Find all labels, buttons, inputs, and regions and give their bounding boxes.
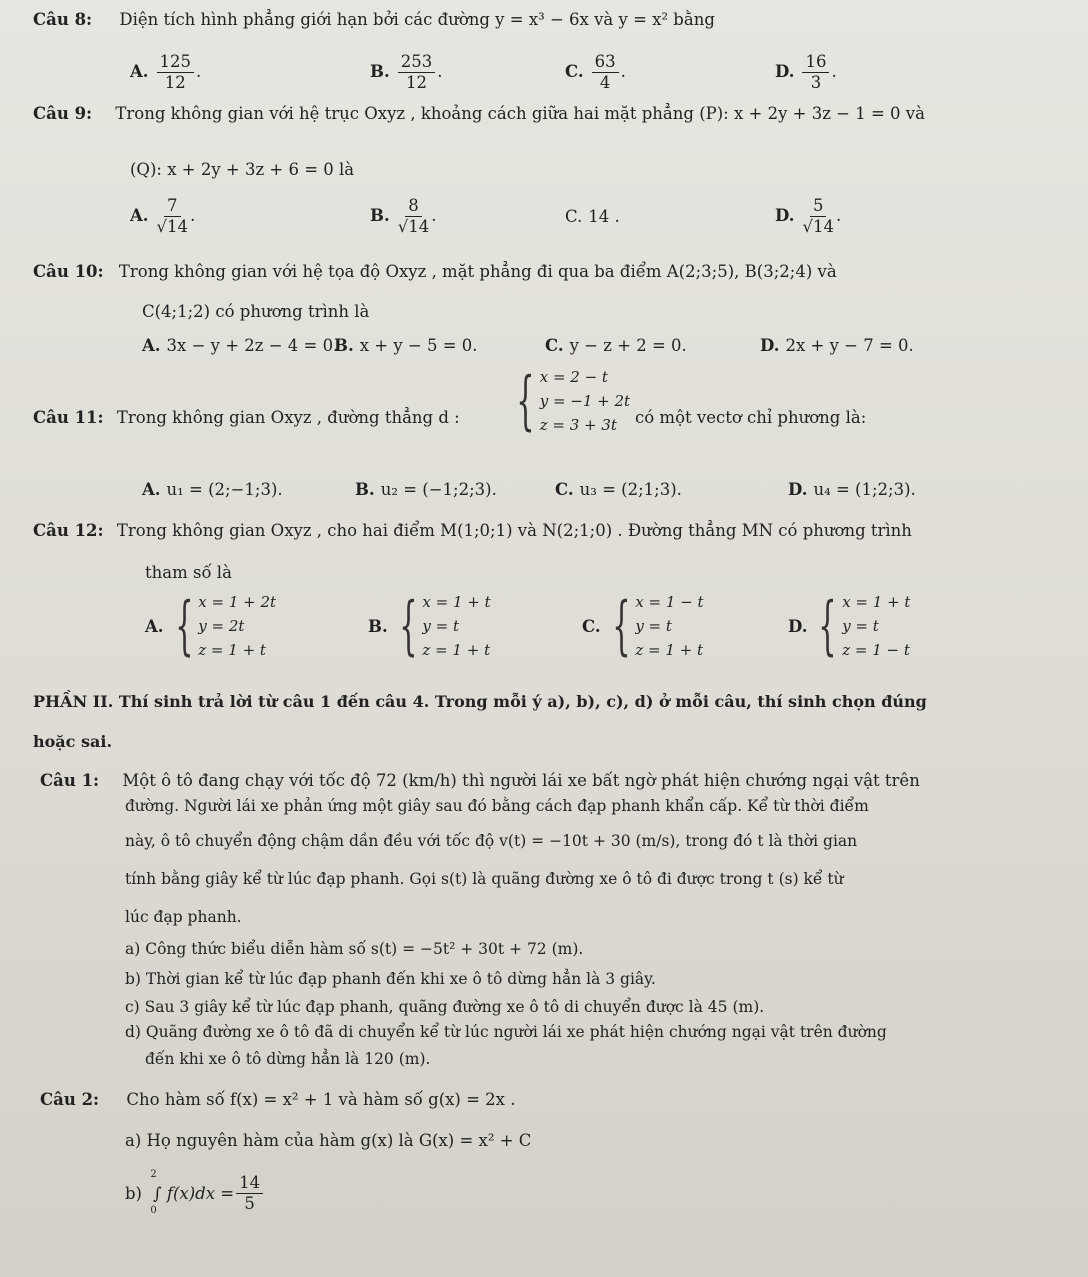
system-equations	[422, 590, 490, 662]
question-8-text: Diện tích hình phẳng giới hạn bởi các đường y = x³ − 6x và y = x² bằng	[119, 10, 715, 29]
option-letter: B.	[355, 480, 375, 499]
option-letter: B.	[368, 616, 388, 636]
numerator: 7	[164, 196, 181, 217]
equation: x = 1 − t	[635, 593, 704, 611]
option-value: 14 .	[588, 207, 620, 226]
denominator: 3	[810, 73, 822, 92]
numerator: 8	[405, 196, 422, 217]
q12-option-b[interactable]	[368, 590, 491, 662]
denominator: √14	[397, 217, 430, 236]
p2-question-1-text: Một ô tô đang chạy với tốc độ 72 (km/h) thì người lái xe bất ngờ phát hiện chướng ngại vật trên	[122, 771, 920, 790]
system-equations	[842, 590, 910, 662]
p2-question-1-label: Câu 1:	[40, 771, 100, 790]
question-12-label: Câu 12:	[33, 521, 104, 540]
brace: {	[611, 589, 631, 663]
brace: {	[174, 589, 194, 663]
option-letter: A.	[142, 336, 161, 355]
question-9	[33, 104, 925, 123]
option-letter: B.	[370, 62, 390, 81]
q12-option-a[interactable]	[145, 590, 276, 662]
p2-q2-item-a[interactable]: a) Họ nguyên hàm của hàm g(x) là G(x) = x² + C	[125, 1131, 532, 1150]
question-12-line2: tham số là	[145, 563, 232, 582]
integral-expression: ∫ f(x)dx =	[153, 1183, 235, 1203]
numerator: 5	[810, 196, 827, 217]
option-letter: C.	[555, 480, 574, 499]
question-10-text: Trong không gian với hệ tọa độ Oxyz , mặt phẳng đi qua ba điểm A(2;3;5), B(3;2;4) và	[118, 262, 837, 281]
option-value: u₁ = (2;−1;3).	[166, 480, 283, 499]
question-11-text-after: có một vectơ chỉ phương là:	[635, 408, 867, 427]
q9-option-c[interactable]	[565, 207, 620, 226]
denominator: 4	[599, 73, 611, 92]
part-2-heading: PHẦN II. Thí sinh trả lời từ câu 1 đến câu 4. Trong mỗi ý a), b), c), d) ở mỗi câu, thí sinh chọn đúng	[33, 692, 927, 711]
q8-option-a[interactable]: A. $\frac{125}{12}$ .	[130, 52, 202, 92]
equation: z = 1 − t	[842, 641, 910, 659]
equation: y = t	[842, 617, 879, 635]
option-letter: D.	[788, 480, 808, 499]
q11-line-system	[505, 365, 630, 437]
p2-q1-item-d[interactable]: d) Quãng đường xe ô tô đã di chuyển kể từ lúc người lái xe phát hiện chướng ngại vật trên đường	[125, 1023, 887, 1041]
p2-question-1-line: đường. Người lái xe phản ứng một giây sau đó bằng cách đạp phanh khẩn cấp. Kể từ thời điểm	[125, 797, 869, 815]
option-letter: B.	[334, 336, 354, 355]
p2-question-2	[40, 1090, 515, 1109]
equation: y = t	[422, 617, 460, 635]
denominator: 5	[244, 1193, 255, 1213]
question-9-label: Câu 9:	[33, 104, 93, 123]
question-10	[33, 262, 837, 281]
option-letter: D.	[760, 336, 780, 355]
equation: z = 1 + t	[422, 641, 491, 659]
option-value: u₄ = (1;2;3).	[813, 480, 916, 499]
equation: x = 1 + 2t	[198, 593, 277, 611]
p2-question-1-line: này, ô tô chuyển động chậm dần đều với tốc độ v(t) = −10t + 30 (m/s), trong đó t là thời gian	[125, 832, 858, 850]
option-value: x + y − 5 = 0.	[359, 336, 478, 355]
option-letter: A.	[130, 62, 149, 81]
question-11	[33, 408, 460, 427]
option-value: u₂ = (−1;2;3).	[380, 480, 497, 499]
option-letter: A.	[145, 616, 164, 636]
equation: y = 2t	[198, 617, 245, 635]
upper-bound: 2	[150, 1169, 157, 1180]
question-10-label: Câu 10:	[33, 262, 104, 281]
equation: z = 1 + t	[198, 641, 266, 659]
option-letter: C.	[565, 207, 583, 226]
option-letter: D.	[788, 616, 808, 636]
question-11-text: Trong không gian Oxyz , đường thẳng d :	[116, 408, 460, 427]
brace: {	[398, 589, 418, 663]
q9-option-d[interactable]: D. $\frac{5}{√14}$ .	[775, 196, 842, 236]
q10-option-d[interactable]	[760, 336, 914, 355]
numerator: 16	[802, 52, 829, 73]
equation: x = 2 − t	[539, 368, 608, 386]
option-letter: B.	[370, 206, 390, 225]
question-9-line2: (Q): x + 2y + 3z + 6 = 0 là	[130, 160, 355, 179]
q11-option-a[interactable]	[142, 480, 283, 499]
part-2-heading-line2: hoặc sai.	[33, 732, 113, 751]
q10-option-b[interactable]	[334, 336, 478, 355]
question-11-label: Câu 11:	[33, 408, 104, 427]
system-equations	[635, 590, 703, 662]
equation: y = −1 + 2t	[539, 392, 631, 410]
question-10-line2: C(4;1;2) có phương trình là	[142, 302, 370, 321]
option-value: 3x − y + 2z − 4 = 0.	[166, 336, 339, 355]
equation: x = 1 + t	[842, 593, 911, 611]
system-equations	[540, 365, 630, 437]
q9-option-a[interactable]: A. $\frac{7}{√14}$ .	[130, 196, 196, 236]
integral-value	[236, 1173, 263, 1214]
lower-bound: 0	[150, 1205, 157, 1216]
brace: {	[818, 589, 837, 663]
question-12	[33, 521, 912, 540]
question-12-text: Trong không gian Oxyz , cho hai điểm M(1;0;1) và N(2;1;0) . Đường thẳng MN có phương trình	[116, 521, 912, 540]
q11-option-b[interactable]	[355, 480, 497, 499]
option-letter: C.	[582, 616, 601, 636]
p2-q2-item-b[interactable]	[125, 1170, 265, 1216]
p2-q1-item-c[interactable]: c) Sau 3 giây kể từ lúc đạp phanh, quãng đường xe ô tô di chuyển được là 45 (m).	[125, 998, 765, 1016]
p2-question-2-label: Câu 2:	[40, 1090, 100, 1109]
q11-option-c[interactable]	[555, 480, 682, 499]
option-value: 2x + y − 7 = 0.	[785, 336, 914, 355]
q8-option-c[interactable]: C. $\frac{63}{4}$ .	[565, 52, 626, 92]
denominator: 12	[405, 73, 427, 92]
denominator: √14	[156, 217, 189, 236]
question-8-label: Câu 8:	[33, 10, 93, 29]
option-value: u₃ = (2;1;3).	[579, 480, 682, 499]
item-letter: b)	[125, 1183, 142, 1203]
numerator: 125	[157, 52, 195, 73]
system-equations	[198, 590, 276, 662]
p2-question-1-line: lúc đạp phanh.	[125, 908, 242, 926]
option-letter: A.	[130, 206, 149, 225]
numerator: 14	[236, 1173, 263, 1194]
p2-question-1-line: tính bằng giây kể từ lúc đạp phanh. Gọi s(t) là quãng đường xe ô tô đi được trong t (s) kể từ	[125, 870, 844, 888]
question-8	[33, 10, 715, 29]
q11-option-d[interactable]	[788, 480, 916, 499]
option-letter: A.	[142, 480, 161, 499]
p2-question-1	[40, 771, 920, 790]
denominator: 12	[164, 73, 186, 92]
q10-option-c[interactable]	[545, 336, 687, 355]
q12-option-d[interactable]	[788, 590, 910, 662]
equation: x = 1 + t	[422, 593, 491, 611]
q12-option-c[interactable]	[582, 590, 704, 662]
equation: z = 3 + 3t	[539, 416, 617, 434]
q10-option-a[interactable]	[142, 336, 338, 355]
q9-option-b[interactable]: B. $\frac{8}{√14}$ .	[370, 196, 437, 236]
p2-question-2-text: Cho hàm số f(x) = x² + 1 và hàm số g(x) = 2x .	[126, 1090, 516, 1109]
option-value: y − z + 2 = 0.	[569, 336, 687, 355]
q8-option-b[interactable]: B. $\frac{253}{12}$ .	[370, 52, 443, 92]
p2-q1-item-b[interactable]: b) Thời gian kể từ lúc đạp phanh đến khi xe ô tô dừng hẳn là 3 giây.	[125, 970, 656, 988]
option-letter: D.	[775, 206, 795, 225]
option-letter: C.	[545, 336, 564, 355]
p2-q1-item-a[interactable]: a) Công thức biểu diễn hàm số s(t) = −5t² + 30t + 72 (m).	[125, 940, 584, 958]
p2-q1-item-d-line2: đến khi xe ô tô dừng hẳn là 120 (m).	[145, 1050, 431, 1068]
question-9-text: Trong không gian với hệ trục Oxyz , khoảng cách giữa hai mặt phẳng (P): x + 2y + 3z − 1 = 0 và	[115, 104, 925, 123]
option-letter: D.	[775, 62, 795, 81]
option-letter: C.	[565, 62, 584, 81]
equation: y = t	[635, 617, 672, 635]
denominator: √14	[802, 217, 834, 236]
brace: {	[516, 364, 535, 438]
numerator: 253	[398, 52, 436, 73]
q8-option-d[interactable]: D. $\frac{16}{3}$ .	[775, 52, 837, 92]
numerator: 63	[592, 52, 619, 73]
equation: z = 1 + t	[635, 641, 703, 659]
